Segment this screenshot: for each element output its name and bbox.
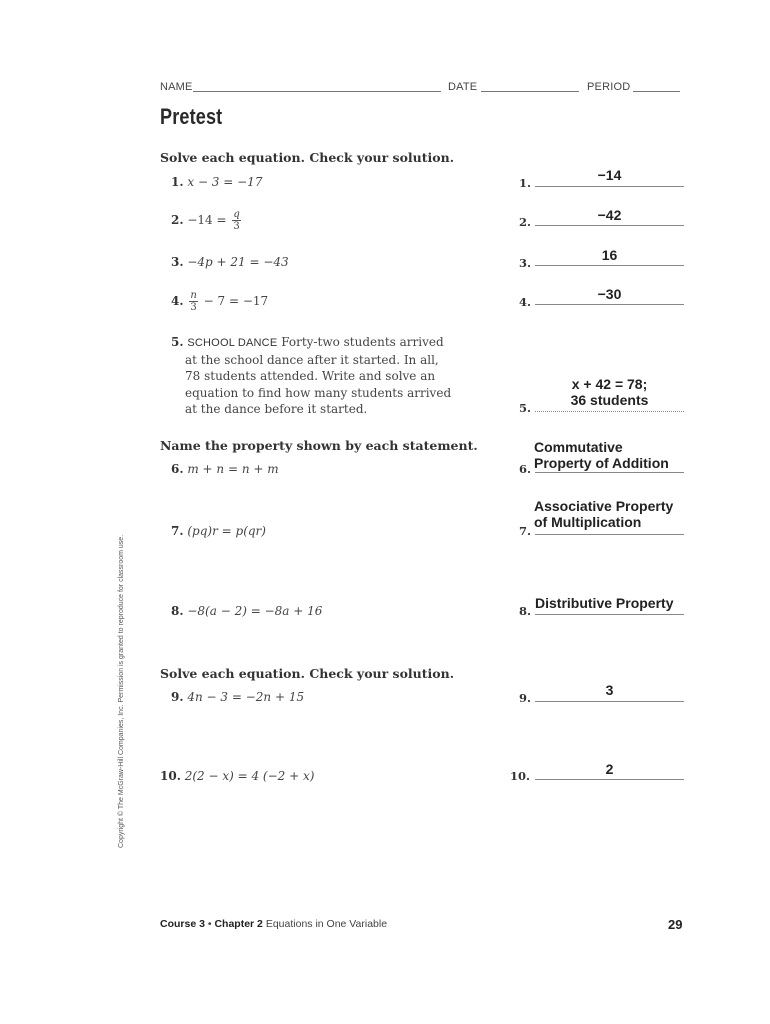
problem-line: equation to find how many students arrived (185, 385, 452, 400)
equation: 2(2 − x) = 4 (−2 + x) (184, 769, 315, 783)
question-4 (171, 290, 268, 313)
instruction-solve-2: Solve each equation. Check your solution. (160, 666, 455, 681)
answer-6 (534, 439, 686, 471)
period-field-line[interactable] (633, 91, 680, 92)
answer-blank-1[interactable] (535, 186, 684, 187)
answer-number: 10. (510, 769, 531, 783)
answer-blank-6[interactable] (535, 472, 684, 473)
answer-number: 2. (519, 215, 532, 229)
question-1 (171, 175, 262, 189)
question-number: 3. (171, 255, 184, 269)
question-number: 6. (171, 462, 184, 476)
question-8 (171, 604, 322, 618)
answer-blank-7[interactable] (535, 534, 684, 535)
question-number: 10. (160, 769, 181, 783)
question-3 (171, 255, 289, 269)
question-number: 7. (171, 524, 184, 538)
answer-line: x + 42 = 78; (571, 376, 648, 392)
answer-blank-4[interactable] (535, 304, 684, 305)
answer-blank-9[interactable] (535, 701, 684, 702)
equation-rhs: − 7 = −17 (203, 294, 269, 308)
answer-number: 7. (519, 524, 532, 538)
question-9 (171, 690, 304, 704)
bullet: • (207, 918, 212, 930)
instruction-solve: Solve each equation. Check your solution. (160, 150, 455, 165)
period-label: PERIOD (587, 81, 631, 93)
question-number: 5. (171, 335, 184, 349)
question-number: 9. (171, 690, 184, 704)
question-10 (160, 769, 314, 783)
fraction (232, 209, 240, 232)
equation-lhs: −14 = (187, 213, 227, 227)
chapter-label: Chapter 2 (214, 918, 263, 930)
equation: 4n − 3 = −2n + 15 (187, 690, 305, 704)
question-number: 2. (171, 213, 184, 227)
denominator: 3 (233, 221, 240, 232)
answer-number: 1. (519, 176, 532, 190)
answer-3: 16 (601, 247, 618, 263)
answer-7 (534, 498, 686, 530)
answer-8: Distributive Property (535, 595, 674, 611)
answer-number: 4. (519, 295, 532, 309)
answer-blank-10[interactable] (535, 779, 684, 780)
equation: m + n = n + m (187, 462, 279, 476)
copyright-notice: Copyright © The McGraw-Hill Companies, Inc. Permission is granted to reproduce for classroom use. (118, 534, 125, 848)
equation: x − 3 = −17 (187, 175, 263, 189)
equation: −8(a − 2) = −8a + 16 (187, 604, 323, 618)
answer-5 (535, 376, 684, 408)
course-label: Course 3 (160, 918, 205, 930)
question-number: 4. (171, 294, 184, 308)
answer-4: −30 (597, 286, 622, 302)
chapter-title: Equations in One Variable (265, 918, 388, 930)
question-2 (171, 209, 243, 232)
answer-line: Commutative (534, 439, 623, 455)
answer-1: −14 (597, 167, 622, 183)
name-field-line[interactable] (193, 91, 441, 92)
date-field-line[interactable] (481, 91, 579, 92)
answer-10: 2 (605, 761, 614, 777)
answer-number: 8. (519, 604, 532, 618)
answer-blank-3[interactable] (535, 265, 684, 266)
denominator: 3 (190, 302, 197, 313)
problem-line: at the dance before it started. (185, 402, 368, 416)
answer-number: 6. (519, 462, 532, 476)
page-title: Pretest (160, 104, 223, 129)
question-5 (171, 334, 471, 418)
answer-number: 9. (519, 691, 532, 705)
name-label: NAME (160, 81, 193, 93)
answer-blank-8[interactable] (535, 614, 684, 615)
answer-2: −42 (597, 207, 622, 223)
instruction-property: Name the property shown by each statement. (160, 438, 478, 453)
problem-line: at the school dance after it started. In all, (185, 352, 439, 367)
date-label: DATE (448, 81, 478, 93)
equation: −4p + 21 = −43 (187, 255, 289, 269)
question-6 (171, 462, 279, 476)
equation: (pq)r = p(qr) (187, 524, 266, 538)
question-number: 8. (171, 604, 184, 618)
page-number: 29 (668, 917, 683, 932)
answer-blank-5[interactable] (535, 411, 684, 412)
answer-line: of Multiplication (534, 514, 642, 530)
numerator: n (190, 290, 197, 301)
fraction (189, 290, 197, 313)
question-7 (171, 524, 266, 538)
answer-9: 3 (605, 682, 614, 698)
answer-number: 3. (519, 256, 532, 270)
numerator: q (233, 209, 240, 220)
problem-tag: SCHOOL DANCE (187, 337, 278, 349)
footer-course-info (160, 918, 387, 930)
answer-number: 5. (519, 401, 532, 415)
answer-line: 36 students (570, 392, 649, 408)
answer-line: Property of Addition (534, 455, 669, 471)
answer-line: Associative Property (534, 498, 674, 514)
problem-line: 78 students attended. Write and solve an (185, 369, 436, 383)
question-number: 1. (171, 175, 184, 189)
answer-blank-2[interactable] (535, 225, 684, 226)
problem-line: Forty-two students arrived (281, 335, 444, 349)
